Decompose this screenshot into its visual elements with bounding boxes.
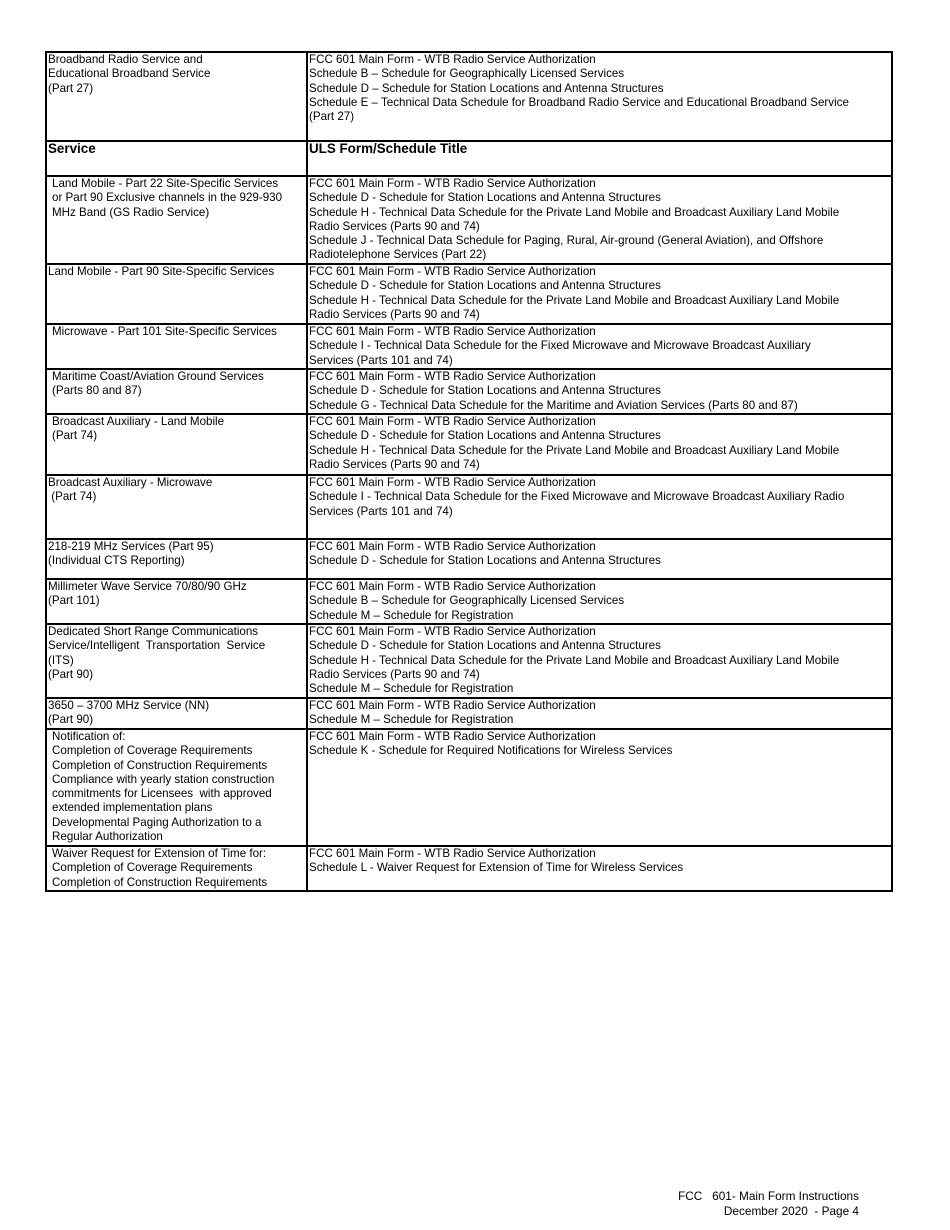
table-header-row [46, 141, 892, 176]
service-line: Broadband Radio Service and [48, 53, 203, 66]
service-cell [46, 414, 307, 475]
service-line: Developmental Paging Authorization to a [52, 815, 262, 829]
form-line: FCC 601 Main Form - WTB Radio Service Authorization [309, 847, 596, 860]
form-line: FCC 601 Main Form - WTB Radio Service Authorization [309, 476, 596, 489]
form-line: Schedule E – Technical Data Schedule for Broadband Radio Service and Educational Broadband Service [309, 95, 849, 109]
form-line: Schedule I - Technical Data Schedule for the Fixed Microwave and Microwave Broadcast Auxiliary [309, 339, 811, 353]
form-line: FCC 601 Main Form - WTB Radio Service Authorization [309, 580, 596, 593]
service-line: Completion of Coverage Requirements [52, 744, 253, 758]
form-line: Schedule D – Schedule for Station Locations and Antenna Structures [309, 81, 664, 95]
form-line: Schedule L - Waiver Request for Extension of Time for Wireless Services [309, 861, 684, 875]
service-cell [46, 369, 307, 414]
service-line: extended implementation plans [52, 801, 213, 815]
form-line: Schedule G - Technical Data Schedule for the Maritime and Aviation Services (Parts 80 and 87) [309, 398, 798, 412]
form-line: Schedule H - Technical Data Schedule for the Private Land Mobile and Broadcast Auxiliary Land Mobile [309, 653, 840, 667]
service-cell [46, 846, 307, 891]
service-cell [46, 176, 307, 264]
form-line: Schedule D - Schedule for Station Locations and Antenna Structures [309, 554, 661, 568]
forms-cell [307, 369, 892, 414]
service-line: or Part 90 Exclusive channels in the 929-930 [52, 191, 283, 205]
footer-date-page: December 2020 - Page 4 [723, 1203, 859, 1218]
service-line: Dedicated Short Range Communications [48, 625, 259, 638]
forms-cell [307, 475, 892, 539]
form-line: Radio Services (Parts 90 and 74) [309, 667, 480, 681]
form-line: Schedule H - Technical Data Schedule for the Private Land Mobile and Broadcast Auxiliary Land Mobile [309, 293, 840, 307]
service-line: Completion of Construction Requirements [52, 875, 268, 889]
form-line: Schedule D - Schedule for Station Locations and Antenna Structures [309, 279, 661, 293]
service-line: Service/Intelligent Transportation Service [48, 639, 266, 653]
service-cell [46, 579, 307, 624]
form-line: Schedule D - Schedule for Station Locations and Antenna Structures [309, 384, 661, 398]
service-line: (Part 74) [52, 429, 98, 443]
service-line: (Part 101) [48, 594, 100, 608]
column-header-forms: ULS Form/Schedule Title [307, 141, 892, 176]
form-line: (Part 27) [309, 110, 355, 124]
service-cell [46, 475, 307, 539]
service-cell [46, 729, 307, 846]
table-row [46, 698, 892, 729]
service-line: Compliance with yearly station construction [52, 772, 275, 786]
form-line: FCC 601 Main Form - WTB Radio Service Authorization [309, 540, 596, 553]
service-line: Broadcast Auxiliary - Land Mobile [52, 415, 225, 428]
page-footer [600, 1189, 859, 1218]
form-line: Schedule I - Technical Data Schedule for the Fixed Microwave and Microwave Broadcast Auxiliary Radio [309, 490, 845, 504]
form-line: FCC 601 Main Form - WTB Radio Service Authorization [309, 370, 596, 383]
form-line: Schedule H - Technical Data Schedule for the Private Land Mobile and Broadcast Auxiliary Land Mobile [309, 205, 840, 219]
forms-cell [307, 264, 892, 324]
footer-form-title: FCC 601- Main Form Instructions [678, 1189, 859, 1203]
form-line: FCC 601 Main Form - WTB Radio Service Authorization [309, 415, 596, 428]
form-line: FCC 601 Main Form - WTB Radio Service Authorization [309, 177, 596, 190]
service-cell [46, 698, 307, 729]
service-cell [46, 539, 307, 579]
service-line: Broadcast Auxiliary - Microwave [48, 476, 213, 489]
service-line: Millimeter Wave Service 70/80/90 GHz [48, 580, 247, 593]
service-line: 218-219 MHz Services (Part 95) [48, 540, 214, 553]
form-line: Schedule H - Technical Data Schedule for the Private Land Mobile and Broadcast Auxiliary Land Mobile [309, 443, 840, 457]
table-row [46, 324, 892, 369]
table-row [46, 414, 892, 475]
table-row [46, 264, 892, 324]
service-cell [46, 264, 307, 324]
column-header-service: Service [46, 141, 307, 176]
form-line: FCC 601 Main Form - WTB Radio Service Authorization [309, 53, 596, 66]
service-cell [46, 624, 307, 698]
service-line: Completion of Coverage Requirements [52, 861, 253, 875]
form-line: Schedule J - Technical Data Schedule for Paging, Rural, Air-ground (General Aviation), and Offshore [309, 234, 824, 248]
service-line: (ITS) [48, 653, 74, 667]
service-line: Land Mobile - Part 22 Site-Specific Services [52, 177, 279, 190]
form-line: Services (Parts 101 and 74) [309, 504, 453, 518]
form-line: Schedule B – Schedule for Geographically Licensed Services [309, 594, 625, 608]
service-line: Regular Authorization [52, 830, 163, 844]
service-line: (Part 27) [48, 81, 94, 95]
service-line: Maritime Coast/Aviation Ground Services [52, 370, 264, 383]
forms-cell [307, 729, 892, 846]
form-line: Radio Services (Parts 90 and 74) [309, 219, 480, 233]
forms-cell [307, 846, 892, 891]
service-line: (Parts 80 and 87) [52, 384, 142, 398]
form-line: Schedule D - Schedule for Station Locations and Antenna Structures [309, 191, 661, 205]
table-row [46, 729, 892, 846]
service-line: Educational Broadband Service [48, 67, 211, 81]
service-line: (Part 90) [48, 713, 94, 727]
forms-cell [307, 539, 892, 579]
form-line: Services (Parts 101 and 74) [309, 353, 453, 367]
form-line: FCC 601 Main Form - WTB Radio Service Authorization [309, 699, 596, 712]
service-line: Notification of: [52, 730, 126, 743]
table-row [46, 369, 892, 414]
form-line: Radio Services (Parts 90 and 74) [309, 307, 480, 321]
uls-form-schedule-table [45, 51, 893, 892]
form-line: Schedule M – Schedule for Registration [309, 682, 514, 696]
forms-cell [307, 698, 892, 729]
form-line: FCC 601 Main Form - WTB Radio Service Authorization [309, 730, 596, 743]
service-line: 3650 – 3700 MHz Service (NN) [48, 699, 210, 712]
form-line: Radio Services (Parts 90 and 74) [309, 457, 480, 471]
table-row [46, 579, 892, 624]
service-line: Microwave - Part 101 Site-Specific Services [52, 325, 277, 338]
forms-cell [307, 176, 892, 264]
table-row [46, 539, 892, 579]
table-row [46, 475, 892, 539]
service-cell [46, 324, 307, 369]
service-line: Waiver Request for Extension of Time for: [52, 847, 267, 860]
service-line: (Individual CTS Reporting) [48, 554, 185, 568]
service-line: Completion of Construction Requirements [52, 758, 268, 772]
table-row [46, 176, 892, 264]
form-line: Schedule D - Schedule for Station Locations and Antenna Structures [309, 639, 661, 653]
service-line: MHz Band (GS Radio Service) [52, 205, 210, 219]
table-row [46, 52, 892, 141]
service-line: (Part 74) [48, 490, 97, 504]
forms-cell [307, 579, 892, 624]
forms-cell [307, 624, 892, 698]
form-line: Schedule M – Schedule for Registration [309, 713, 514, 727]
service-line: (Part 90) [48, 667, 94, 681]
service-line: commitments for Licensees with approved [52, 787, 272, 801]
table-row [46, 846, 892, 891]
forms-cell [307, 52, 892, 141]
form-line: Schedule D - Schedule for Station Locations and Antenna Structures [309, 429, 661, 443]
form-line: Schedule M – Schedule for Registration [309, 608, 514, 622]
form-line: FCC 601 Main Form - WTB Radio Service Authorization [309, 625, 596, 638]
service-cell [46, 52, 307, 141]
forms-cell [307, 324, 892, 369]
form-line: FCC 601 Main Form - WTB Radio Service Authorization [309, 325, 596, 338]
form-line: Schedule B – Schedule for Geographically Licensed Services [309, 67, 625, 81]
form-line: FCC 601 Main Form - WTB Radio Service Authorization [309, 265, 596, 278]
table-row [46, 624, 892, 698]
form-line: Radiotelephone Services (Part 22) [309, 248, 487, 262]
service-line: Land Mobile - Part 90 Site-Specific Services [48, 265, 275, 278]
form-line: Schedule K - Schedule for Required Notifications for Wireless Services [309, 744, 673, 758]
forms-cell [307, 414, 892, 475]
